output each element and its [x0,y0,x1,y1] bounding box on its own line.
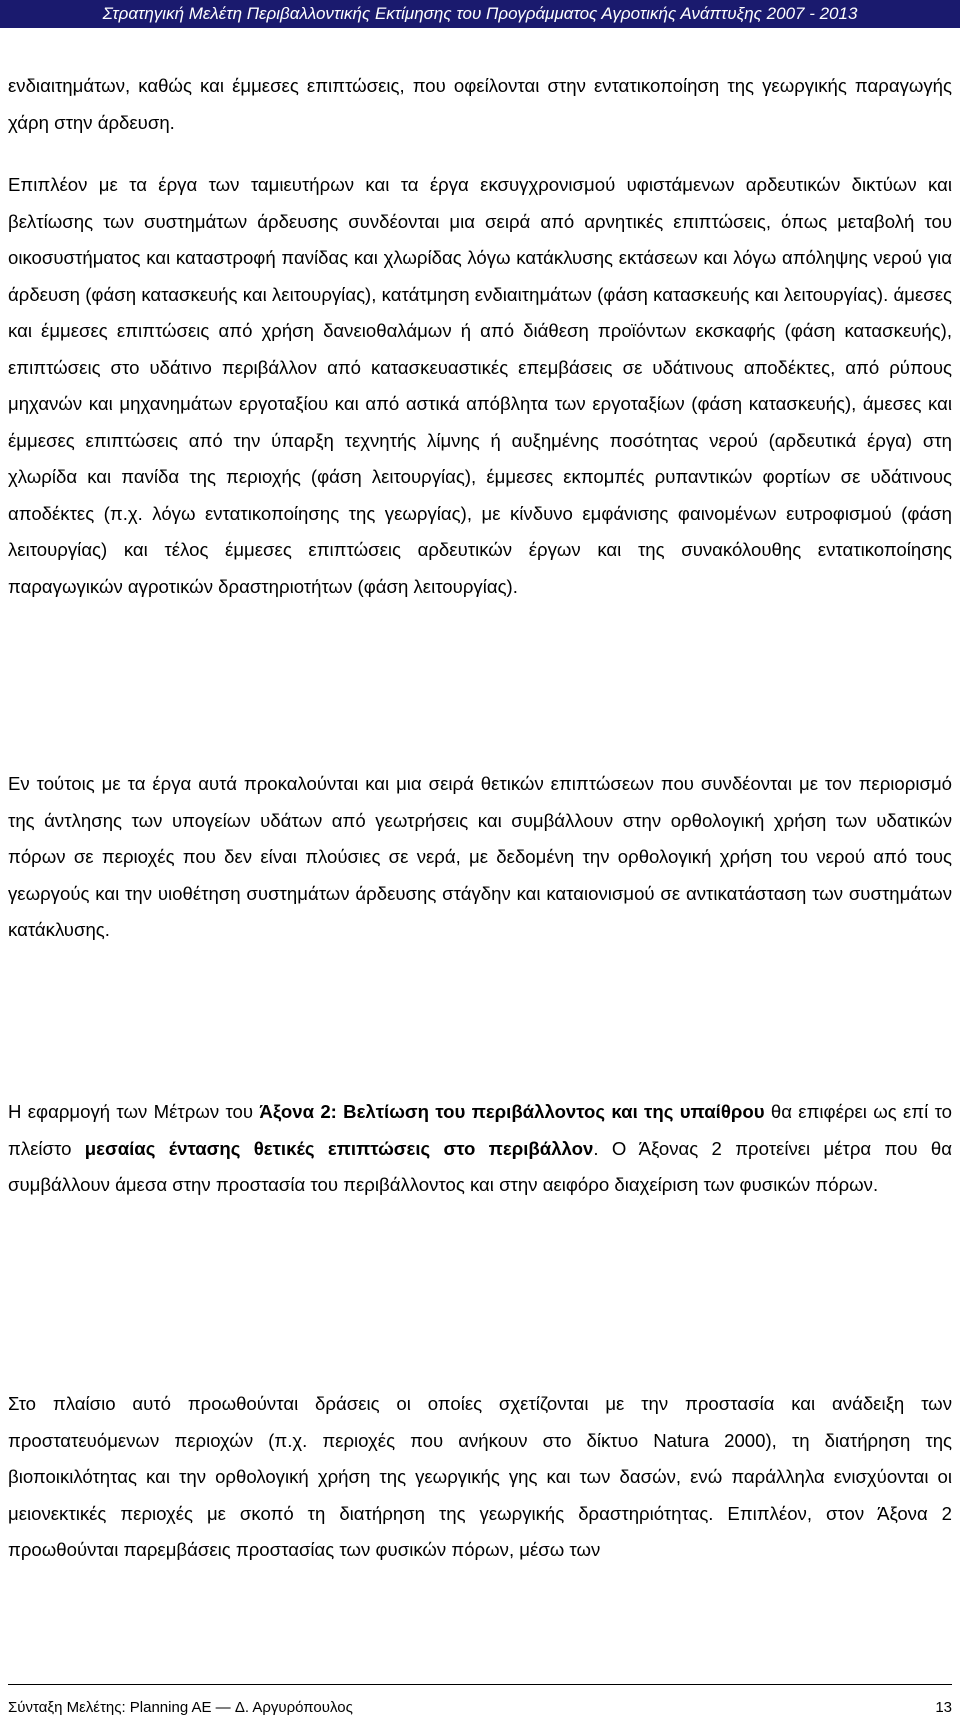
page-number: 13 [935,1699,952,1716]
p3-bold-impact: μεσαίας έντασης θετικές επιπτώσεις στο περιβάλλον [84,1137,594,1159]
p3-text-2: θα επιφέρει ως επί το πλείστο [8,1101,952,1159]
page-footer [8,1697,952,1719]
paragraph-protected-areas: Στο πλαίσιο αυτό προωθούνται δράσεις οι οποίες σχετίζονται με την προστασία και ανάδειξη των προστατευόμενων περιοχών (π.χ. περιοχές που ανήκουν στο δίκτυο Natura 2000), τη διατήρηση της βιοποικιλότητας και την ορθολογική χρήση της γεωργικής γης και των δασών, ενώ παράλληλα ενισχύονται οι μειονεκτικές περιοχές με σκοπό τη διατήρηση της γεωργικής δραστηριότητας. Επιπλέον, στον Άξονα 2 προωθούνται παρεμβάσεις προστασίας των φυσικών πόρων, μέσω των [8,1393,952,1560]
p3-bold-axis-title: Άξονα 2: Βελτίωση του περιβάλλοντος και της υπαίθρου [259,1101,765,1122]
paragraph-positive-impacts: Εν τούτοις με τα έργα αυτά προκαλούνται και μια σειρά θετικών επιπτώσεων που συνδέονται με τον περιορισμό της άντλησης των υπογείων υδάτων από γεωτρήσεις και συμβάλλουν στην ορθολογική χρήση των υδατικών πόρων σε περιοχές που δεν είναι πλούσιες σε νερά, με δεδομένη την ορθολογική χρήση του νερού από τους γεωργούς και την υιοθέτηση συστημάτων άρδευσης στάγδην και καταιονισμού σε αντικατάσταση των συστημάτων κατάκλυσης. [8,773,952,940]
paragraph-axis-2 [8,1094,952,1204]
paragraph-reservoirs: Επιπλέον με τα έργα των ταμιευτήρων και τα έργα εκσυγχρονισμού υφιστάμενων αρδευτικών δικτύων και βελτίωσης των συστημάτων άρδευσης συνδέονται μια σειρά από αρνητικές επιπτώσεις, όπως μεταβολή του οικοσυστήματος και καταστροφή πανίδας και χλωρίδας λόγω κατάκλυσης εκτάσεων και λόγω απόληψης νερού για άρδευση (φάση κατασκευής και λειτουργίας), κατάτμηση ενδιαιτημάτων (φάση κατασκευής και λειτουργίας). άμεσες και έμμεσες επιπτώσεις από χρήση δανειοθαλάμων ή από διάθεση προϊόντων εκσκαφής (φάση κατασκευής), επιπτώσεις στο υδάτινο περιβάλλον από κατασκευαστικές επεμβάσεις σε υδάτινους αποδέκτες, από ρύπους μηχανών και μηχανημάτων εργοταξίου και από αστικά απόβλητα των εργοταξίων (φάση κατασκευής), άμεσες και έμμεσες επιπτώσεις από την ύπαρξη τεχνητής λίμνης ή αυξημένης ποσότητας νερού (αρδευτικά έργα) στη χλωρίδα και πανίδα της περιοχής (φάση λειτουργίας), έμμεσες εκπομπές ρυπαντικών φορτίων σε υδάτινους αποδέκτες (π.χ. λόγω εντατικοποίησης της γεωργίας), με κίνδυνο εμφάνισης φαινομένων ευτροφισμού (φάση λειτουργίας) και τέλος έμμεσες επιπτώσεις αρδευτικών έργων και της συνακόλουθης εντατικοποίησης παραγωγικών αγροτικών δραστηριοτήτων (φάση λειτουργίας). [8,174,952,597]
page-header [0,0,960,28]
p3-text-1: Η εφαρμογή των Μέτρων του [8,1101,260,1122]
header-title: Στρατηγική Μελέτη Περιβαλλοντικής Εκτίμησης του Προγράμματος Αγροτικής Ανάπτυξης 2007 - 2013 [102,4,858,23]
paragraph-block-2 [8,766,952,949]
footer-author: Σύνταξη Μελέτης: Planning AE — Δ. Αργυρόπουλος [8,1699,353,1716]
paragraph-continuation: ενδιαιτημάτων, καθώς και έμμεσες επιπτώσεις, που οφείλονται στην εντατικοποίηση της γεωργικής παραγωγής χάρη στην άρδευση. [8,75,952,133]
footer-divider [8,1684,952,1685]
p3-text-3: . Ο Άξονας 2 προτείνει μέτρα που θα συμβάλλουν άμεσα στην προστασία του περιβάλλοντος και στην αειφόρο διαχείριση των φυσικών πόρων. [8,1137,952,1195]
paragraph-block-3 [8,1094,952,1204]
paragraph-block-4 [8,1386,952,1569]
paragraph-block-1 [8,68,952,605]
